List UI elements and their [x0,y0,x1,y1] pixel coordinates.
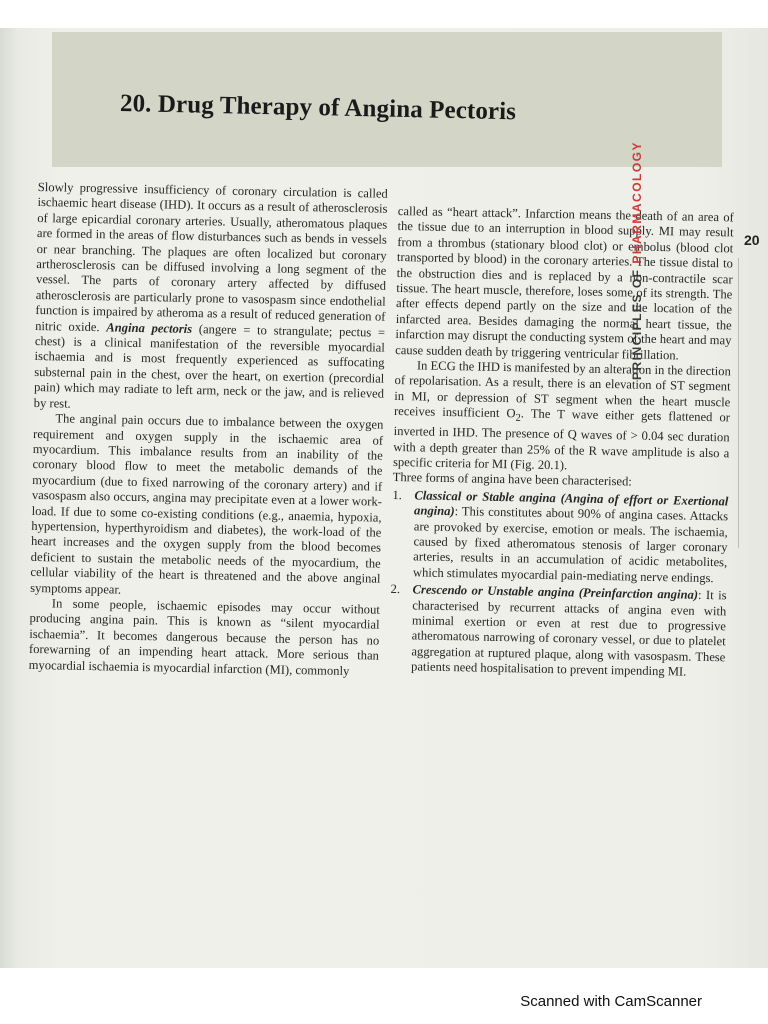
list-item-text: : This constitutes about 90% of angina cases. Attacks are provoked by exercise, emotion or meals. The ischaemia, caused by fixed atheromatous stenosis of larger coronary arteries, results in an accumulation of acidic metabolites, which stimulates myocardial pain-mediating nerve endings. [412,504,729,585]
list-item-body [413,488,729,586]
oxygen-subscript: 2 [515,413,521,425]
list-item-text: : It is characterised by recurrent attacks of angina even with minimal exertion or even at rest due to progressive atheromatous narrowing of coronary vessel, or due to platelet aggregation at ruptured plaque, along with vasospasm. These patients need hospitalisation to prevent impending MI. [410,588,727,679]
list-item-term: Classical or Stable angina (Angina of effort or Exertional angina) [413,488,729,519]
paragraph-silent-ischaemia: In some people, ischaemic episodes may occur without producing angina pain. This is known as “silent myocardial ischaemia”. It becomes dangerous because the person has no forewarning of an impending heart attack. More serious than myocardial ischaemia is myocardial infarction (MI), commonly [28,596,380,678]
right-column [389,204,734,683]
paragraph-text: (angere = to strangulate; pectus = chest) is a clinical manifestation of the reversible myocardial ischaemia and is most frequently experienced as suffocating substernal pain in the chest, over the heart, on exertion (precordial pain) which may radiate to left arm, neck or the jaw, and is relieved by rest. [33,321,386,411]
list-item [391,488,729,587]
list-item-number: 2. [390,582,401,597]
list-item-number: 1. [392,487,403,502]
term-angina-pectoris: Angina pectoris [106,319,193,336]
paragraph-forms-intro: Three forms of angina have been characterised: [392,470,633,489]
running-header-label [630,120,644,380]
left-column [29,180,388,680]
paragraph-text: . The T wave either gets flattened or inverted in IHD. The presence of Q waves of > 0.04 sec duration with a depth greater than 25% of the R wave amplitude is also a specific criteria for MI (Fig. 20.1). [392,406,731,473]
running-header-first: PRINCIPLES OF [630,268,644,380]
scanner-watermark: Scanned with CamScanner [520,993,702,1010]
chapter-title: 20. Drug Therapy of Angina Pectoris [119,90,517,126]
paragraph-ihd-definition [34,180,388,418]
list-item [389,582,727,681]
paragraph-ecg [393,358,731,477]
page-number: 20 [744,232,760,248]
paragraph-text: Slowly progressive insufficiency of coronary circulation is called ischaemic heart disease (IHD). It occurs as a result of atherosclerosis of large epicardial coronary arteries. Usually, atheromatous plaques are formed in the areas of flow disturbances such as bends in vessels or near branching. The plaques are often localized but coronary artherosclerosis can be diffused involving a long segment of the vessel. The parts of coronary artery affected by diffused atherosclerosis are particularly prone to vasospasm since endothelial function is impaired by atheroma as a result of reduced generation of nitric oxide. [35,180,388,334]
list-item-body [411,583,727,681]
angina-forms-list [389,488,729,681]
sidebar-divider [738,258,739,548]
running-header-second: PHARMACOLOGY [630,140,644,264]
paragraph-anginal-pain: The anginal pain occurs due to imbalance between the oxygen requirement and oxygen supply in the ischaemic area of myocardium. This imbalance results from an inability of the coronary blood flow to meet the metabolic demands of the myocardium (due to fixed narrowing of the coronary artery) and if vasospasm also occurs, angina may precipitate even at a lower work-load. If due to some co-existing conditions (e.g., anaemia, hypoxia, hypertension, hyperthyroidism and diabetes), the work-load of the heart increases and the oxygen supply from the blood becomes deficient to sustain the metabolic needs of the myocardium, the cellular viability of the heart is threatened and the above anginal symptoms appear. [30,411,384,597]
paragraph-heart-attack: called as “heart attack”. Infarction means the death of an area of the tissue due to an interruption in blood supply. MI may result from a thrombus (stationary blood clot) or embolus (blood clot transported by blood) in the coronary arteries. The tissue distal to the obstruction dies and is replaced by a non-contractile scar tissue. The heart muscle, therefore, loses some of its strength. The after effects depend partly on the size and the location of the infarcted area. Besides damaging the normal heart tissue, the infarction may disrupt the conducting system of the heart and may cause sudden death by triggering ventricular fibrillation. [395,204,734,363]
paragraph-text: In ECG the IHD is manifested by an alteration in the direction of repolarisation. As a result, there is an elevation of ST segment in MI, or depression of ST segment when the heart muscle receives insufficient O [393,358,731,421]
list-item-term: Crescendo or Unstable angina (Preinfarction angina) [412,582,699,603]
